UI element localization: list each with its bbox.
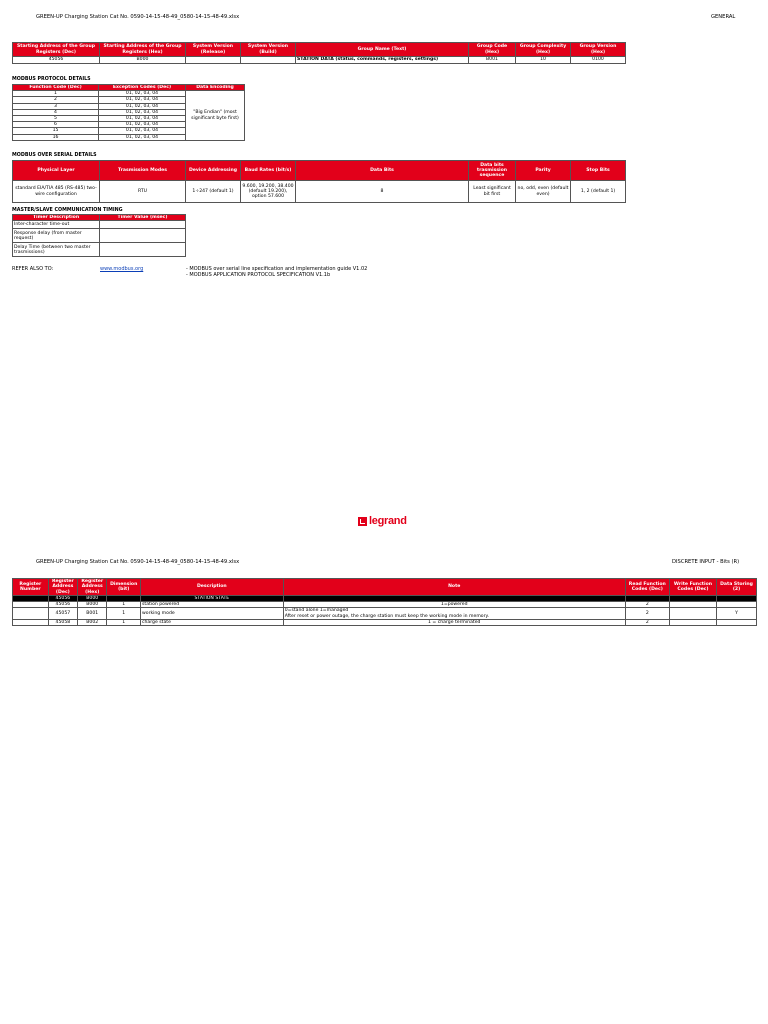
col-group-version: Group Version (Hex) <box>571 43 626 57</box>
col-exception-codes: Exception Codes (Dec) <box>99 85 186 91</box>
col-note: Note <box>283 579 625 596</box>
modbus-link[interactable]: www.modbus.org <box>100 266 144 272</box>
exception-codes: 01, 02, 03, 04 <box>99 103 186 109</box>
legrand-logo-icon <box>358 517 367 526</box>
exception-codes: 01, 02, 03, 04 <box>99 122 186 128</box>
file-title-2: GREEN-UP Charging Station Cat No. 0590-14-15-48-49_0580-14-15-48-49.xlsx <box>36 559 240 565</box>
timer-row: Inter-character time-out <box>13 221 100 229</box>
col-read-fc: Read Function Codes (Dec) <box>625 579 669 596</box>
exception-codes: 01, 02, 03, 04 <box>99 109 186 115</box>
sheet-name: GENERAL <box>711 14 736 20</box>
modbus-protocol-table <box>12 84 245 141</box>
col-group-name: Group Name (Text) <box>296 43 469 57</box>
col-data-encoding: Data Encoding <box>186 85 245 91</box>
col-function-code: Function Code (Dec) <box>13 85 99 91</box>
group-title: STATION STATE <box>141 596 284 602</box>
function-code: 16 <box>13 134 99 140</box>
cell-group-complexity: 10 <box>516 57 571 64</box>
col-data-storing: Data Storing (2) <box>717 579 757 596</box>
col-sys-release: System Version (Release) <box>186 43 241 57</box>
refer-doc-1: - MODBUS over serial line specification and implementation guide V1.02 <box>186 266 368 272</box>
timing-table <box>12 214 186 257</box>
cell-group-code: B001 <box>469 57 516 64</box>
col-register-number: Register Number <box>13 579 49 596</box>
cell-physical-layer: standard EIA/TIA 485 (RS-485) two-wire configuration <box>13 181 100 203</box>
cell-baud-rates: 9.600, 19.200, 38.400 (default 19.200), option 57.600 <box>241 181 296 203</box>
timer-row: Delay Time (between two master trasmissions) <box>13 243 100 257</box>
col-stop-bits: Stop Bits <box>571 161 626 181</box>
cell-transmission-modes: RTU <box>100 181 186 203</box>
col-group-complexity: Group Complexity (Hex) <box>516 43 571 57</box>
function-code: 5 <box>13 116 99 122</box>
function-code: 4 <box>13 109 99 115</box>
exception-codes: 01, 02, 03, 04 <box>99 134 186 140</box>
cell-parity: no, odd, even (default even) <box>516 181 571 203</box>
col-bit-sequence: Data bits trasmission sequence <box>469 161 516 181</box>
function-code: 6 <box>13 122 99 128</box>
col-parity: Parity <box>516 161 571 181</box>
working-mode-note: After reset or power outage, the charge station must keep the working mode in memory. <box>284 613 490 619</box>
table-row: 45057 B001 1 working mode 0=stand alone 1=managed After reset or power outage, the charge station must keep the working mode in memory. 2 Y <box>13 608 757 619</box>
discrete-input-table <box>12 578 757 626</box>
col-sys-build: System Version (Build) <box>241 43 296 57</box>
col-start-dec: Starting Address of the Group Registers (Dec) <box>13 43 100 57</box>
col-timer-value: Timer Value (msec) <box>100 215 186 221</box>
col-start-hex: Starting Address of the Group Registers (Hex) <box>100 43 186 57</box>
modbus-protocol-title: MODBUS PROTOCOL DETAILS <box>12 77 91 82</box>
function-code: 15 <box>13 128 99 134</box>
function-code: 3 <box>13 103 99 109</box>
exception-codes: 01, 02, 03, 04 <box>99 128 186 134</box>
col-group-code: Group Code (Hex) <box>469 43 516 57</box>
col-device-addressing: Device Addressing <box>186 161 241 181</box>
exception-codes: 01, 02, 03, 04 <box>99 91 186 97</box>
table-row: 45058 B002 1 charge state 1 = charge terminated 2 <box>13 619 757 625</box>
cell-group-version: 0100 <box>571 57 626 64</box>
col-dimension: Dimension (bit) <box>107 579 141 596</box>
cell-sys-release <box>186 57 241 64</box>
col-data-bits: Data Bits <box>296 161 469 181</box>
col-timer-description: Timer Description <box>13 215 100 221</box>
cell-bit-sequence: Least significant bit first <box>469 181 516 203</box>
table-row: 45056 B000 1 station powered 1=powered 2 <box>13 602 757 608</box>
sheet-name-2: DISCRETE INPUT - Bits (R) <box>672 559 740 565</box>
col-physical-layer: Physical Layer <box>13 161 100 181</box>
data-encoding-value: "Big Endian" (most significant byte first) <box>186 91 245 141</box>
col-transmission-modes: Trasmission Modes <box>100 161 186 181</box>
exception-codes: 01, 02, 03, 04 <box>99 116 186 122</box>
function-code: 1 <box>13 91 99 97</box>
refer-label: REFER ALSO TO: <box>12 266 54 272</box>
file-title: GREEN-UP Charging Station Cat No. 0590-14-15-48-49_0580-14-15-48-49.xlsx <box>36 14 240 20</box>
col-description: Description <box>141 579 284 596</box>
legrand-logo <box>358 515 407 527</box>
col-register-dec: Register Address (Dec) <box>48 579 77 596</box>
timer-row: Response delay (from master request) <box>13 229 100 243</box>
col-baud-rates: Baud Rates (bit/s) <box>241 161 296 181</box>
function-code: 2 <box>13 97 99 103</box>
timing-title: MASTER/SLAVE COMMUNICATION TIMING <box>12 208 123 213</box>
cell-sys-build <box>241 57 296 64</box>
group-table <box>12 42 626 64</box>
serial-table <box>12 160 626 203</box>
group-row: 45056 B000 STATION STATE <box>13 596 757 602</box>
cell-start-dec: 45056 <box>13 57 100 64</box>
cell-start-hex: B000 <box>100 57 186 64</box>
col-write-fc: Write Function Codes (Dec) <box>669 579 716 596</box>
cell-stop-bits: 1, 2 (default 1) <box>571 181 626 203</box>
legrand-logo-text: legrand <box>369 515 407 527</box>
col-register-hex: Register Address (Hex) <box>78 579 107 596</box>
cell-device-addressing: 1÷247 (default 1) <box>186 181 241 203</box>
cell-data-bits: 8 <box>296 181 469 203</box>
exception-codes: 01, 02, 03, 04 <box>99 97 186 103</box>
refer-doc-2: - MODBUS APPLICATION PROTOCOL SPECIFICATION V1.1b <box>186 272 331 278</box>
serial-title: MODBUS OVER SERIAL DETAILS <box>12 153 97 158</box>
cell-group-name: STATION DATA (status, commands, registers, settings) <box>296 57 469 64</box>
